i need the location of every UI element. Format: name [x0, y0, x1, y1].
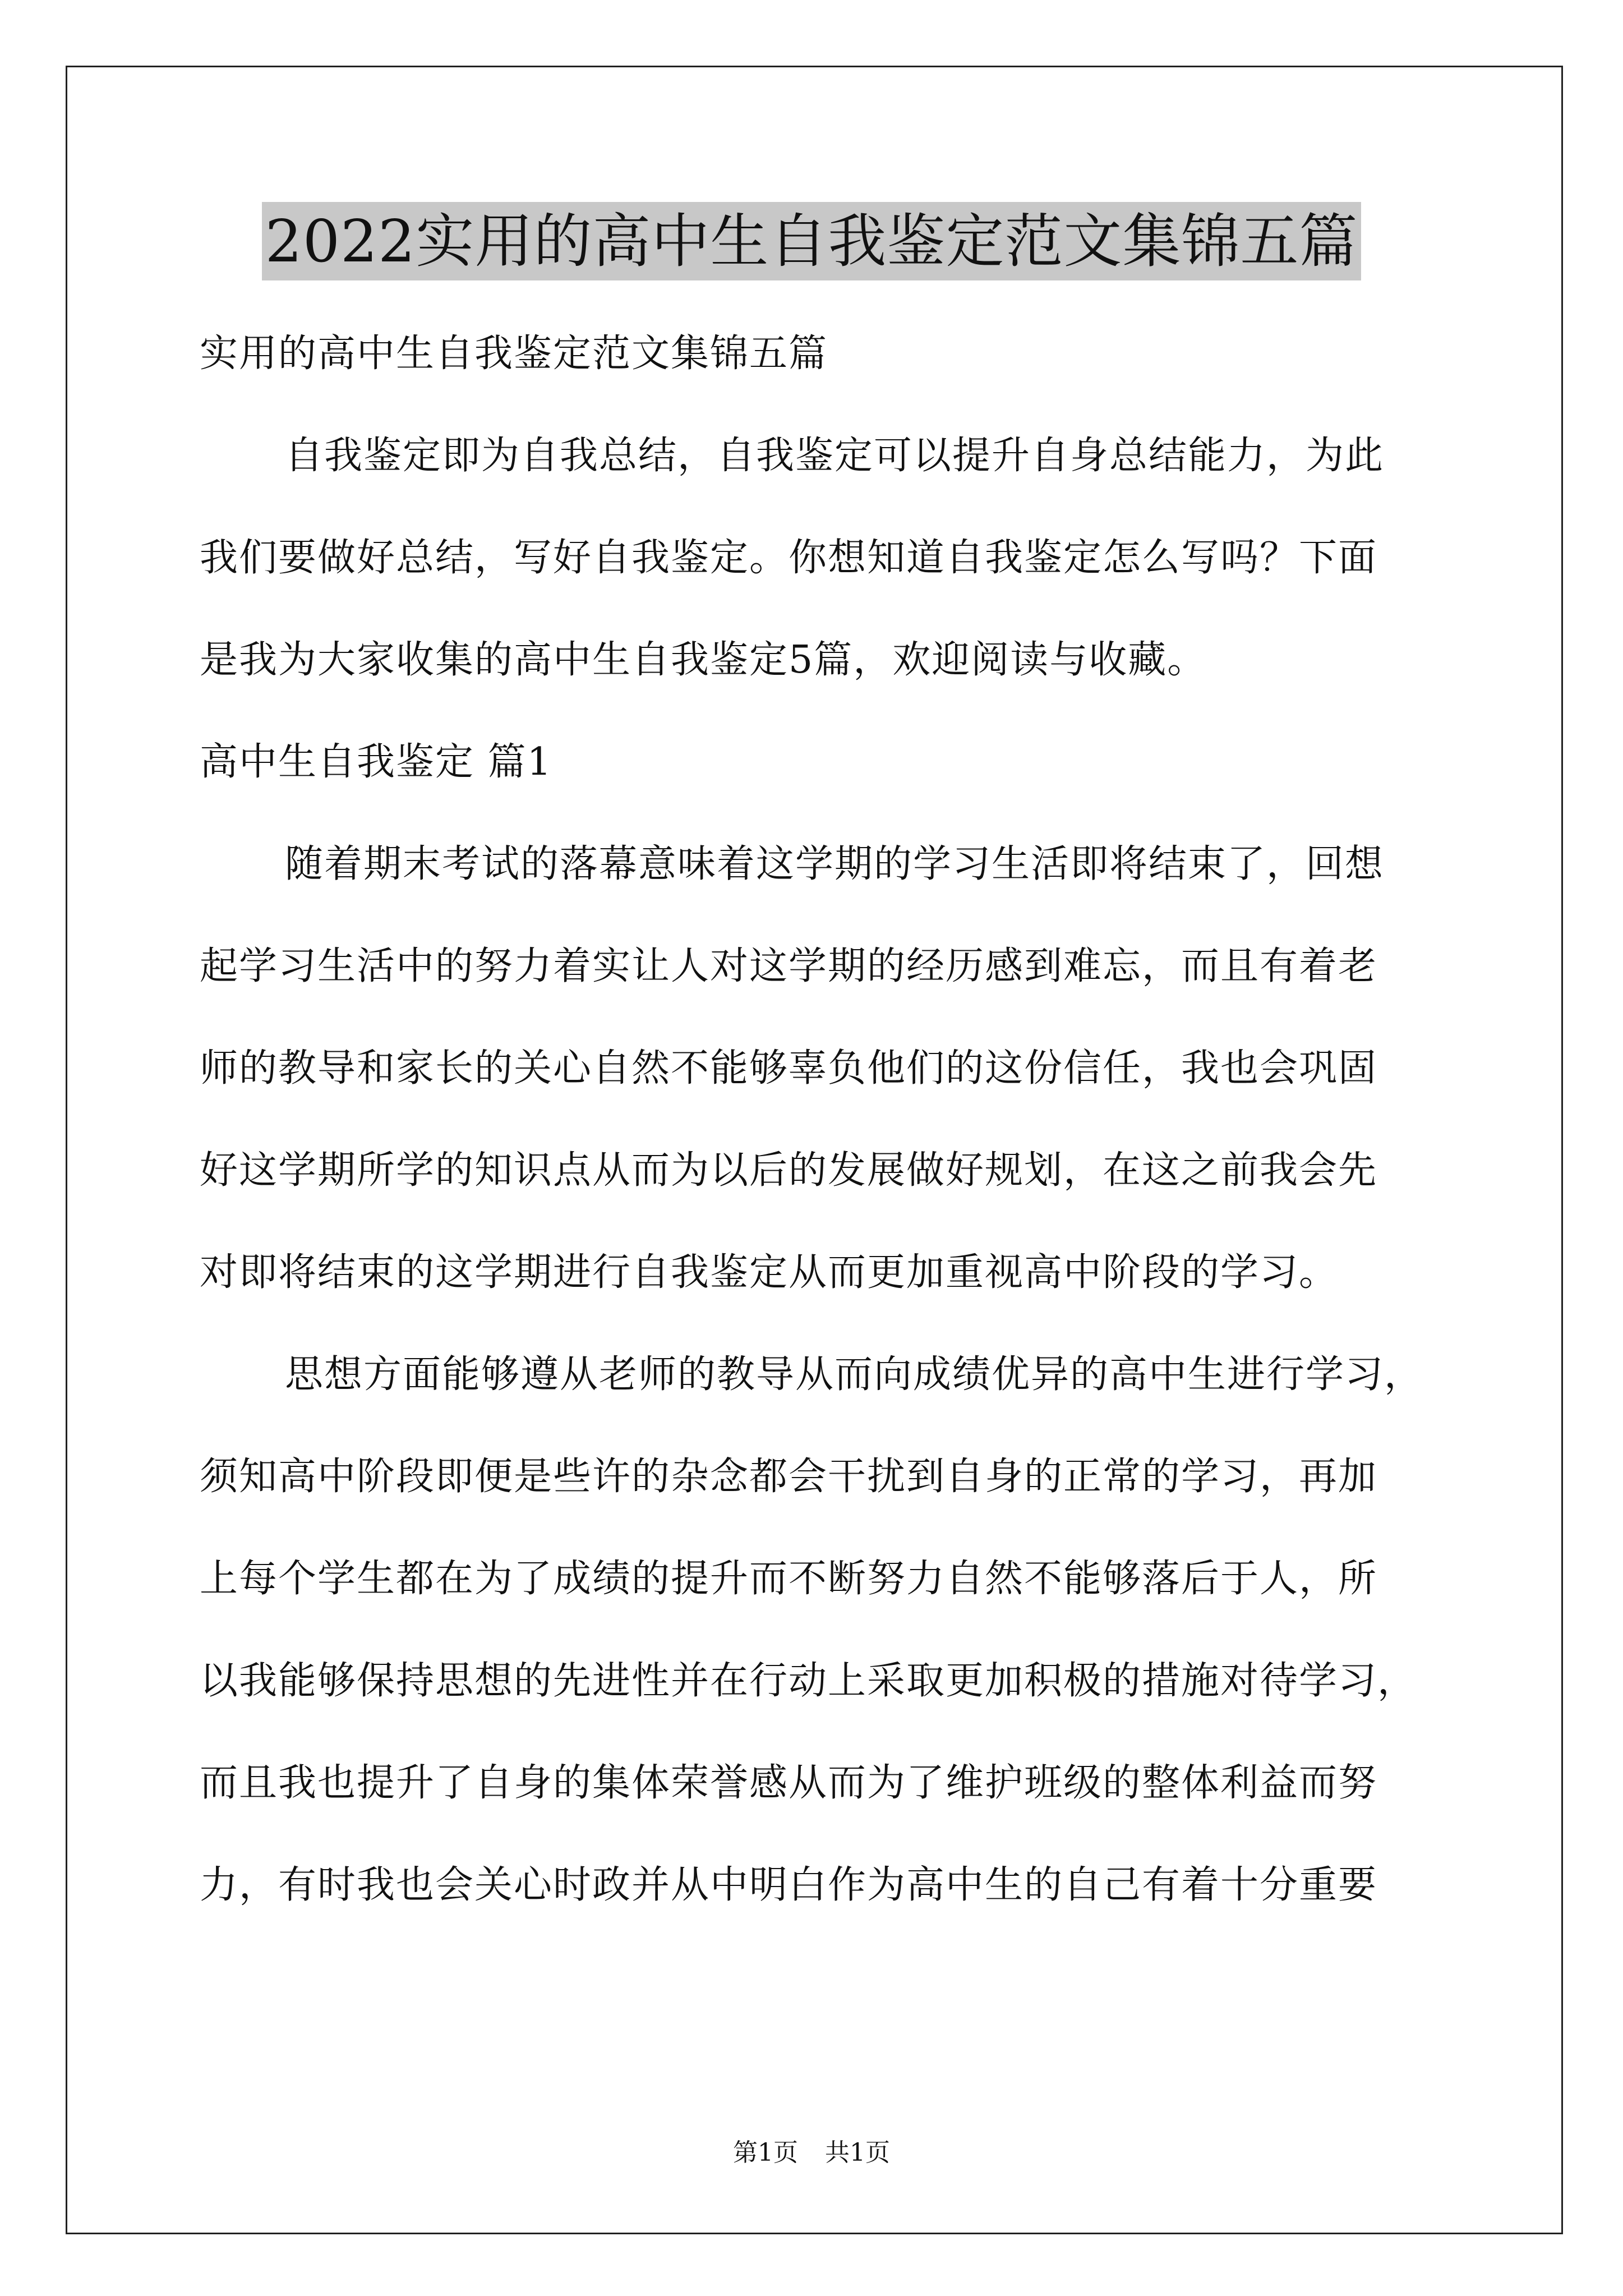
paragraph-line: 力，有时我也会关心时政并从中明白作为高中生的自己有着十分重要 [200, 1863, 1378, 1907]
document-title: 2022实用的高中生自我鉴定范文集锦五篇 [262, 202, 1362, 280]
paragraph-line: 而且我也提升了自身的集体荣誉感从而为了维护班级的整体利益而努 [200, 1761, 1378, 1805]
paragraph-line: 须知高中阶段即便是些许的杂念都会干扰到自身的正常的学习，再加 [200, 1455, 1378, 1499]
paragraph-line: 好这学期所学的知识点从而为以后的发展做好规划，在这之前我会先 [200, 1148, 1378, 1193]
paragraph-line: 随着期末考试的落幕意味着这学期的学习生活即将结束了，回想 [285, 842, 1385, 886]
page-number-current: 第1页 [733, 2138, 798, 2167]
paragraph-line: 我们要做好总结，写好自我鉴定。你想知道自我鉴定怎么写吗？下面 [200, 536, 1378, 580]
section-heading: 高中生自我鉴定 篇1 [200, 740, 552, 784]
paragraph-line: 是我为大家收集的高中生自我鉴定5篇，欢迎阅读与收藏。 [200, 638, 1207, 682]
paragraph-line: 思想方面能够遵从老师的教导从而向成绩优异的高中生进行学习， [285, 1352, 1424, 1397]
page-footer [0, 2136, 1623, 2170]
title-wrap [0, 202, 1623, 280]
document-body [200, 303, 1433, 1936]
paragraph-line: 上每个学生都在为了成绩的提升而不断努力自然不能够落后于人，所 [200, 1557, 1378, 1601]
paragraph-line: 师的教导和家长的关心自然不能够辜负他们的这份信任，我也会巩固 [200, 1046, 1378, 1091]
subtitle-line: 实用的高中生自我鉴定范文集锦五篇 [200, 332, 828, 376]
paragraph-line: 起学习生活中的努力着实让人对这学期的经历感到难忘，而且有着老 [200, 944, 1378, 988]
paragraph-line: 自我鉴定即为自我总结，自我鉴定可以提升自身总结能力，为此 [285, 434, 1385, 478]
paragraph-line: 对即将结束的这学期进行自我鉴定从而更加重视高中阶段的学习。 [200, 1250, 1339, 1295]
page-number-total: 共1页 [825, 2138, 890, 2167]
paragraph-line: 以我能够保持思想的先进性并在行动上采取更加积极的措施对待学习， [200, 1659, 1417, 1703]
